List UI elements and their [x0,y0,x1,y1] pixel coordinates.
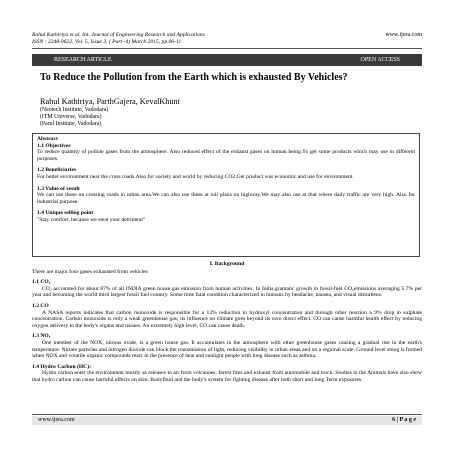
page-number: 6 | P a g e [392,417,416,423]
abstract-value-text: We can use these on crossing roads in urban area.We can also use these at toll plaza on highway.We may also use at that where daily traffic are very high. Also for industrial purpose. [37,192,415,205]
background-heading: I. Background [209,261,245,267]
abstract-value-heading: 1.3 Value of result [37,185,80,192]
co2-text: CO₂ accounted for about 87% of all INDIA green house gas emission from human activities. In India,gramatic growth in fossil-fuel CO₂emissions averaging 5.7% per year and becoming the world third largest fossil fuel country. Some time fatal condition characterized in humans by headache, nausea, and visual disturbens. [32,285,422,299]
footer-website-link[interactable]: www.ijera.com [38,417,75,423]
header-website-link[interactable]: www.ijera.com [385,32,422,38]
paper-title: To Reduce the Pollution from the Earth which is exhausted By Vehicles? [40,72,348,83]
author-list: Rahul Kathiriya, ParthGajera, KevalKhunt [40,97,180,106]
header-divider [32,48,422,49]
page-footer [32,416,422,425]
co2-heading: 1.1 CO₂ [32,279,51,286]
abstract-usp-text: "Stay comfort, because we steal your detriment" [37,216,146,223]
abstract-box [32,133,420,257]
hydrocarbon-text: Hydro carbon enter the environment mostly as releases to air from volcanoes, forest fires and exhaust from automobile and truck. Studies in the Animals have also show that hydro carbon can cause harmful effects on skin, Bodyfluid and the body's system for fighting disease after both short and long Term exposures. [32,370,422,383]
journal-citation: Rahul Kathiriya et al. Int. Journal of Engineering Research and Applications [32,32,205,38]
article-type-band [32,54,422,66]
background-intro: There are major four gases exhausted from vehicles [32,268,148,275]
footer-divider [32,414,422,415]
research-article-label: RESEARCH ARTICLE [54,57,112,63]
co-text: A NASA reports indicates that carbon monoxide is responsible for a 13% reduction in hydroxyl concentration and through other reaction a 9% drop in sulphate concentration. Carbon monoxide is only a weak greenhouse gas; its influence on climate goes beyond its own direct effect. CO can cause harmful health effect by reducing oxygen delivery to the body's organs and tissues. An extremely high level, CO can cause death. [32,309,422,329]
journal-issn: ISSN : 2248-9622, Vol. 5, Issue 3, ( Part -4) March 2015, pp.06-11 [32,39,182,45]
affiliation-3: (Parul Institute, Vadodara) [40,121,102,127]
affiliations [40,107,108,128]
abstract-usp-heading: 1.4 Unique selling point [37,210,94,217]
nox-text: One member of the NOX, nitrous oxide, is a green house gas. It accumulates in the atmosphere with other greenhouse gases causing a gradual rise in the earth's temperature. Nitrate particles and nitrogen dioxide can block the transmission of light, reducing visibility in urban areas and on a regional scale. Ground level smog is formed when NOX and volatile organic compounds react in the presence of heat and sunlight people with lung disease such as asthma. [32,339,422,360]
open-access-label: OPEN ACCESS [360,57,400,63]
abstract-beneficiaries-text: For better environment near the cross roads.Also for society and world by reducing CO2.Get product was economic and use for environment. [37,173,354,180]
co-heading: 1.2 CO [32,302,49,309]
abstract-objectives-text: To reduce quantity of pollute gases from the atmosphere. Also reduced effect of the exhaust gases on human being.To get some products which may use in different purposes. [37,149,415,162]
affiliation-1: (Neotech Institute, Vadodara) [40,107,109,113]
background-section [32,261,422,384]
abstract-objectives-heading: 1.1 Objectives [37,142,71,149]
journal-header [32,32,422,46]
hydrocarbon-heading: 1.4 Hydro Carbon (HC): [32,363,91,370]
abstract-beneficiaries-heading: 1.2 Beneficiaries [37,167,77,174]
nox-heading: 1.3 NOₓ [32,333,51,340]
abstract-heading: Abstract [37,136,58,142]
affiliation-2: (ITM Universe, Vadodara) [40,114,102,120]
